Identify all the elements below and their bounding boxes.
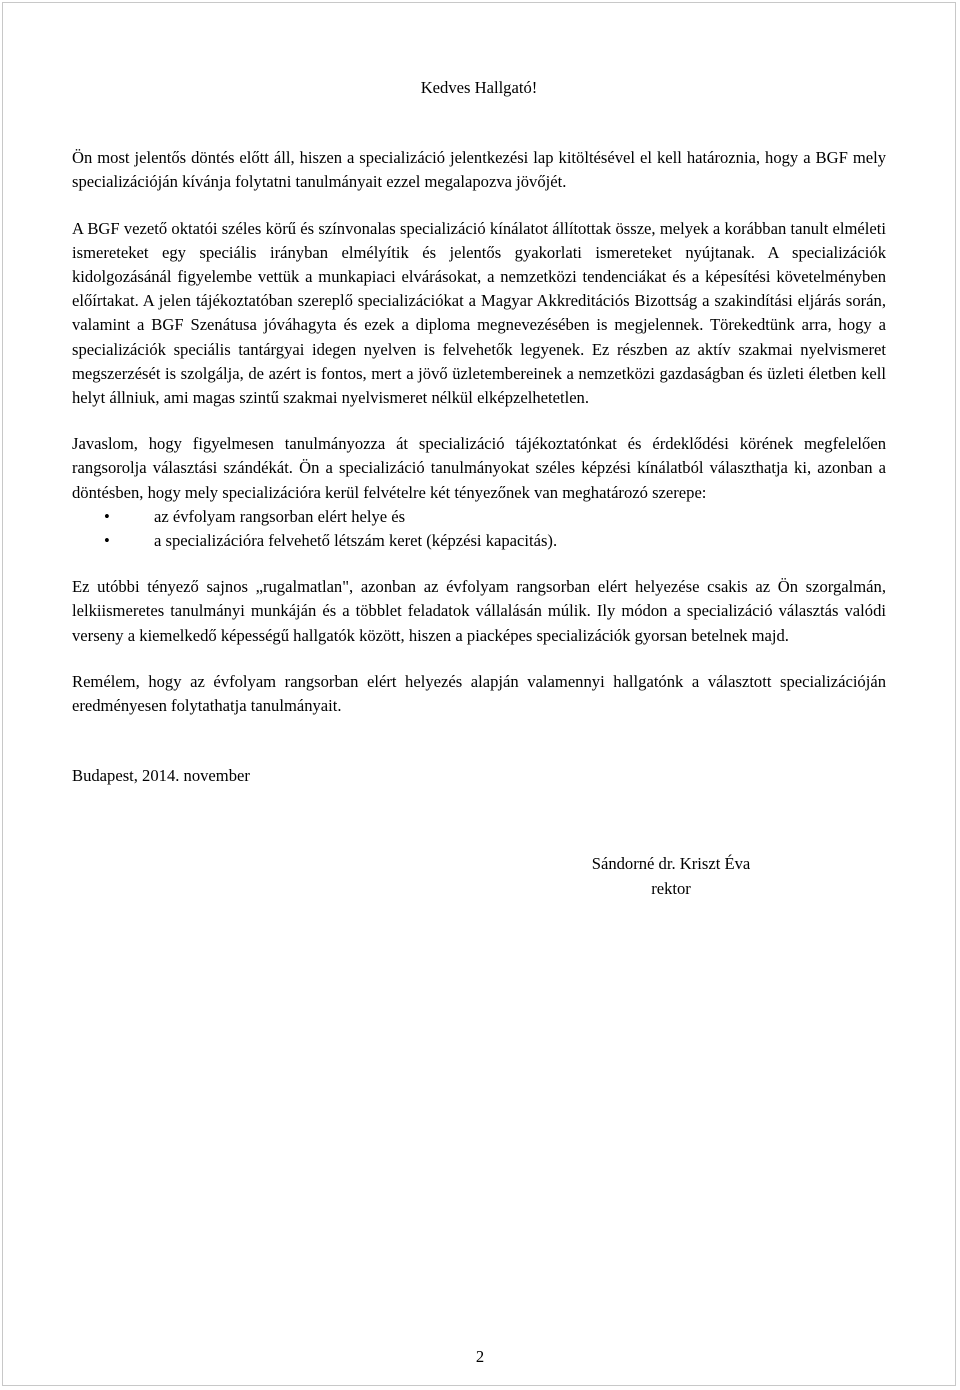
- factor-list: [72, 505, 886, 553]
- paragraph-intro: Ön most jelentős döntés előtt áll, hiszen a specializáció jelentkezési lap kitöltésével el kell határoznia, hogy a BGF mely specializációján kívánja folytatni tanulmányait ezzel megalapozva jövőjét.: [72, 148, 886, 192]
- list-item: [72, 505, 886, 529]
- page-number: 2: [475, 1347, 485, 1366]
- signature-block: [578, 852, 764, 900]
- bullet-icon: •: [104, 531, 110, 551]
- paragraph-ranking: Ez utóbbi tényező sajnos „rugalmatlan", azonban az évfolyam rangsorban elért helyezése csakis az Ön szorgalmán, lelkiismeretes tanulmányi munkáján és a többlet feladatok vállalásán múlik. Ily módon a specializáció választás valódi verseny a kiemelkedő képességű hallgatók között, hiszen a piacképes specializációk gyorsan betelnek majd.: [72, 577, 886, 645]
- signer-title: rektor: [651, 878, 691, 898]
- dateline: Budapest, 2014. november: [72, 766, 250, 786]
- paragraph-advice: Javaslom, hogy figyelmesen tanulmányozza át specializáció tájékoztatónkat és érdeklődési körének megfelelően rangsorolja választási szándékát. Ön a specializáció tanulmányokat széles képzési kínálatból választhatja ki, azonban a döntésben, hogy mely specializációra kerül felvételre két tényezőnek van meghatározó szerepe:: [72, 434, 886, 502]
- bullet-icon: •: [104, 506, 110, 526]
- paragraph-closing: Remélem, hogy az évfolyam rangsorban elért helyezés alapján valamennyi hallgatónk a választott specializációján eredményesen folytathatja tanulmányait.: [72, 671, 886, 716]
- paragraph-specializations: A BGF vezető oktatói széles körű és színvonalas specializáció kínálatot állítottak össze, melyek a korábban tanult elméleti ismereteket egy speciális irányban elmélyítik és jelentős gyakorlati ismereteket nyújtanak. A specializációk kidolgozásánál figyelembe vettük a munkapiaci elvárásokat, a nemzetközi tendenciákat és a képesítési követelményben előírtakat. A jelen tájékoztatóban szereplő specializációkat a Magyar Akkreditációs Bizottság a szakindítási eljárás során, valamint a BGF Szenátusa jóváhagyta és ezek a diploma megnevezésében is megjelennek. Törekedtünk arra, hogy a specializációk speciális tantárgyai idegen nyelven is felvehetők legyenek. Ez részben az aktív szakmai nyelvismeret megszerzését is szolgálja, de azért is fontos, mert a jövő üzletembereinek a nemzetközi gazdaságban és üzleti életben kell helyt állniuk, ami magas szintű szakmai nyelvismeret nélkül elképzelhetetlen.: [72, 218, 886, 408]
- letter-body: [72, 76, 886, 901]
- list-item-text: az évfolyam rangsorban elért helye és: [154, 506, 406, 526]
- list-item-text: a specializációra felvehető létszám keret (képzési kapacitás).: [154, 531, 558, 551]
- salutation: Kedves Hallgató!: [420, 78, 538, 97]
- signer-name: Sándorné dr. Kriszt Éva: [591, 854, 751, 874]
- list-item: [72, 529, 886, 553]
